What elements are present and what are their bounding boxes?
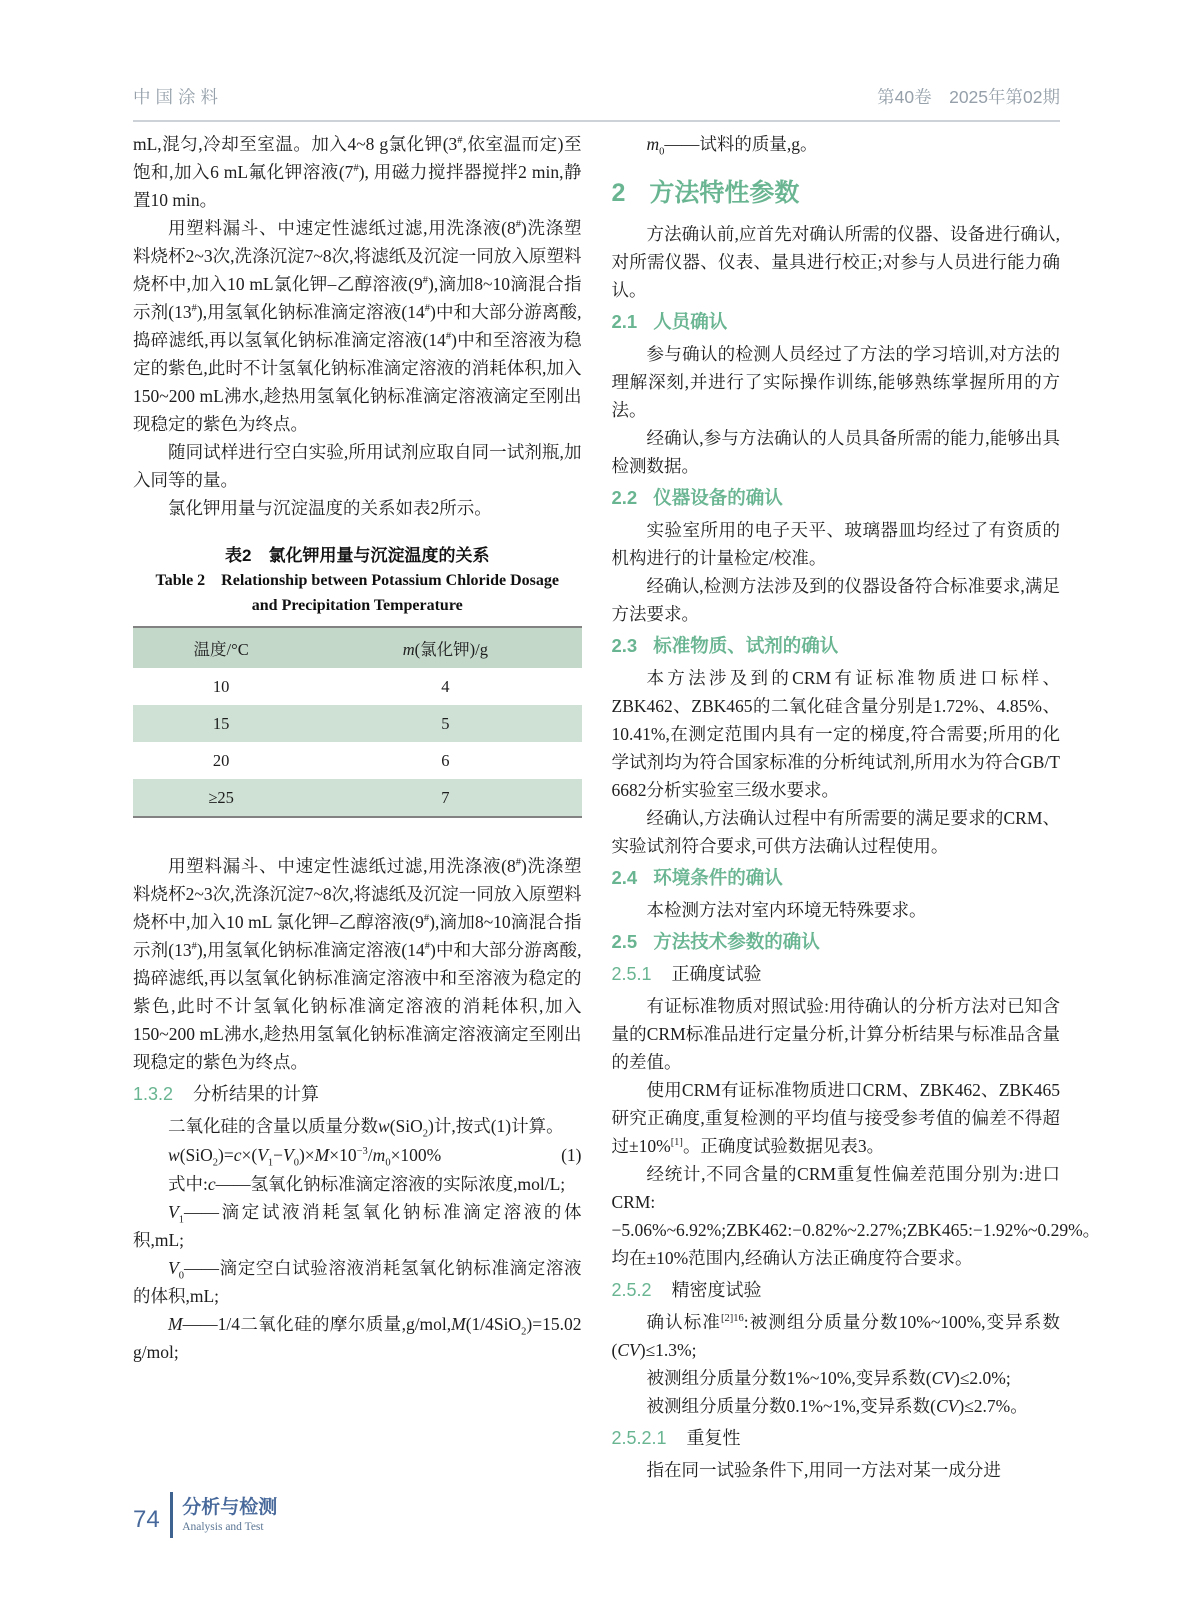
table-col-temperature: 温度/°C — [133, 627, 309, 668]
table-row — [133, 668, 582, 705]
left-column — [133, 130, 582, 1484]
heading-title: 方法特性参数 — [649, 179, 800, 207]
heading-title: 精密度试验 — [671, 1280, 762, 1300]
paragraph: 被测组分质量分数1%~10%,变异系数(CV)≤2.0%; — [646, 1368, 1011, 1388]
formula-where-item: $m_0——$试料的质量,g。 — [646, 134, 818, 158]
paragraph: 有证标准物质对照试验:用待确认的分析方法对已知含量的CRM标准品进行定量分析,计算分析结果与标准品含量的差值。 — [611, 996, 1060, 1072]
heading-2-3 — [612, 633, 1061, 659]
formula-where-item: $V_1——$滴定试液消耗氢氧化钠标准滴定溶液的体积,mL; — [133, 1202, 582, 1250]
heading-2-5-1 — [612, 960, 1061, 988]
paragraph: 用塑料漏斗、中速定性滤纸过滤,用洗涤液(8#)洗涤塑料烧杯2~3次,洗涤沉淀7~8次,将滤纸及沉淀一同放入原塑料烧杯中,加入10 mL 氯化钾–乙醇溶液(9#),滴加8~10滴混合指示剂(13#),用氢氧化钠标准滴定溶液(14#)中和大部分游离酸,捣碎滤纸,再以氢氧化钠标准滴定溶液中和至溶液为稳定的紫色,此时不计氢氧化钠标准滴定溶液的消耗体积,加入150~200 mL沸水,趁热用氢氧化钠标准滴定溶液滴定至刚出现稳定的紫色为终点。 — [133, 856, 582, 1072]
page-footer — [133, 1492, 277, 1538]
formula-where-item: 式中:c——氢氧化钠标准滴定溶液的实际浓度,mol/L; — [168, 1174, 566, 1194]
heading-number: 2.3 — [611, 635, 638, 656]
heading-title: 重复性 — [686, 1428, 741, 1448]
heading-2-5 — [612, 929, 1061, 955]
paragraph: 被测组分质量分数0.1%~1%,变异系数(CV)≤2.7%。 — [646, 1396, 1028, 1416]
table-col-dosage: m(氯化钾)/g — [309, 627, 581, 668]
heading-title: 正确度试验 — [671, 964, 762, 984]
paragraph: 氯化钾用量与沉淀温度的关系如表2所示。 — [168, 498, 492, 518]
table-row — [133, 742, 582, 779]
paragraph: 本检测方法对室内环境无特殊要求。 — [646, 900, 927, 920]
heading-number: 2.4 — [611, 867, 638, 888]
formula-where-item: M——1/4二氧化硅的摩尔质量,g/mol,M(1/4SiO$_2$)=15.02 g/mol; — [133, 1314, 582, 1362]
footer-section-en: Analysis and Test — [182, 1520, 264, 1533]
cell-temperature: ≥25 — [133, 779, 309, 817]
heading-number: 2.5.2 — [611, 1280, 652, 1300]
heading-number: 2.5.1 — [611, 964, 652, 984]
heading-number: 2.5.2.1 — [611, 1428, 667, 1448]
footer-section — [182, 1496, 277, 1535]
paragraph: 实验室所用的电子天平、玻璃器皿均经过了有资质的机构进行的计量检定/校准。 — [611, 520, 1060, 568]
paragraph: 指在同一试验条件下,用同一方法对某一成分进 — [646, 1460, 1001, 1480]
heading-1-3-2 — [133, 1080, 582, 1108]
cell-dosage: 6 — [441, 750, 450, 770]
paragraph: 用塑料漏斗、中速定性滤纸过滤,用洗涤液(8#)洗涤塑料烧杯2~3次,洗涤沉淀7~8次,将滤纸及沉淀一同放入原塑料烧杯中,加入10 mL氯化钾–乙醇溶液(9#),滴加8~10滴混合指示剂(13#),用氢氧化钠标准滴定溶液(14#)中和大部分游离酸,捣碎滤纸,再以氢氧化钠标准滴定溶液(14#)中和至溶液为稳定的紫色,此时不计氢氧化钠标准滴定溶液的消耗体积,加入150~200 mL沸水,趁热用氢氧化钠标准滴定溶液滴定至刚出现稳定的紫色为终点。 — [133, 218, 582, 434]
formula-number: (1) — [561, 1145, 582, 1165]
cell-dosage: 5 — [309, 705, 581, 742]
paragraph: 本方法涉及到的CRM有证标准物质进口标样、ZBK462、ZBK465的二氧化硅含量分别是1.72%、4.85%、10.41%,在测定范围内具有一定的梯度,符合需要;所用的化学试剂均为符合国家标准的分析纯试剂,所用水为符合GB/T 6682分析实验室三级水要求。 — [611, 668, 1060, 800]
heading-title: 仪器设备的确认 — [653, 487, 783, 508]
cell-temperature: 10 — [212, 676, 230, 696]
table-2-title-en: and Precipitation Temperature — [251, 597, 463, 614]
heading-2-2 — [612, 485, 1061, 511]
heading-title: 方法技术参数的确认 — [653, 931, 820, 952]
cell-dosage: 4 — [441, 676, 450, 696]
paragraph: 经确认,检测方法涉及到的仪器设备符合标准要求,满足方法要求。 — [611, 576, 1060, 624]
formula-body: $w(SiO_2)=c\times(V_1-V_0)\times M\times 10^{-3}/m_0\times 100\%$ — [168, 1145, 442, 1169]
heading-title: 环境条件的确认 — [653, 867, 783, 888]
heading-number: 2 — [611, 179, 626, 207]
heading-number: 2.5 — [611, 931, 638, 952]
page-number: 74 — [133, 1506, 160, 1533]
heading-section-2 — [612, 178, 1061, 208]
footer-section-cn: 分析与检测 — [182, 1496, 278, 1518]
heading-2-5-2-1 — [612, 1424, 1061, 1452]
paragraph: 参与确认的检测人员经过了方法的学习培训,对方法的理解深刻,并进行了实际操作训练,能够熟练掌握所用的方法。 — [611, 344, 1060, 420]
paragraph: 经统计,不同含量的CRM重复性偏差范围分别为:进口CRM:−5.06%~6.92%;ZBK462:−0.82%~2.27%;ZBK465:−1.92%~0.29%。均在±10%范围内,经确认方法正确度符合要求。 — [611, 1164, 1101, 1268]
heading-2-5-2 — [612, 1276, 1061, 1304]
paragraph: mL,混匀,冷却至室温。加入4~8 g氯化钾(3#,依室温而定)至饱和,加入6 mL氟化钾溶液(7#), 用磁力搅拌器搅拌2 min,静置10 min。 — [133, 134, 582, 210]
heading-2-4 — [612, 865, 1061, 891]
heading-number: 1.3.2 — [133, 1084, 174, 1104]
formula-where-item: $V_0——$滴定空白试验溶液消耗氢氧化钠标准滴定溶液的体积,mL; — [133, 1258, 582, 1306]
table-2-title-cn: 表2 氯化钾用量与沉淀温度的关系 — [225, 546, 490, 565]
paragraph: 随同试样进行空白实验,所用试剂应取自同一试剂瓶,加入同等的量。 — [133, 442, 582, 490]
heading-title: 人员确认 — [653, 311, 728, 332]
paragraph: 确认标准$^{[2]16}$:被测组分质量分数10%~100%,变异系数(CV)≤1.3%; — [611, 1312, 1061, 1360]
heading-number: 2.1 — [611, 311, 638, 332]
paragraph: 使用CRM有证标准物质进口CRM、ZBK462、ZBK465研究正确度,重复检测的平均值与接受参考值的偏差不得超过±10%[1]。正确度试验数据见表3。 — [611, 1080, 1060, 1156]
table-row — [133, 779, 582, 817]
cell-temperature: 20 — [212, 750, 230, 770]
journal-name: 中国涂料 — [133, 87, 223, 107]
table-2-title-en: Table 2 Relationship between Potassium Chloride Dosage — [155, 572, 559, 589]
paragraph: 方法确认前,应首先对确认所需的仪器、设备进行确认,对所需仪器、仪表、量具进行校正;对参与人员进行能力确认。 — [611, 224, 1060, 300]
table-2 — [133, 626, 582, 818]
table-header-row — [133, 627, 582, 668]
footer-divider-bar — [170, 1492, 174, 1538]
heading-2-1 — [612, 309, 1061, 335]
paragraph: 二氧化硅的含量以质量分数w(SiO$_2$)计,按式(1)计算。 — [168, 1116, 564, 1140]
table-2-caption — [133, 544, 582, 618]
heading-title: 分析结果的计算 — [193, 1084, 320, 1104]
formula-1 — [133, 1140, 582, 1170]
two-column-body — [133, 130, 1101, 1484]
issue-info: 第40卷 2025年第02期 — [877, 87, 1060, 107]
table-row — [133, 705, 582, 742]
right-column — [611, 130, 1101, 1484]
page-header — [133, 84, 1060, 122]
heading-title: 标准物质、试剂的确认 — [653, 635, 839, 656]
paragraph: 经确认,方法确认过程中有所需要的满足要求的CRM、实验试剂符合要求,可供方法确认过程使用。 — [611, 808, 1060, 856]
cell-dosage: 7 — [309, 779, 581, 817]
paragraph: 经确认,参与方法确认的人员具备所需的能力,能够出具检测数据。 — [611, 428, 1060, 476]
cell-temperature: 15 — [133, 705, 309, 742]
heading-number: 2.2 — [611, 487, 638, 508]
